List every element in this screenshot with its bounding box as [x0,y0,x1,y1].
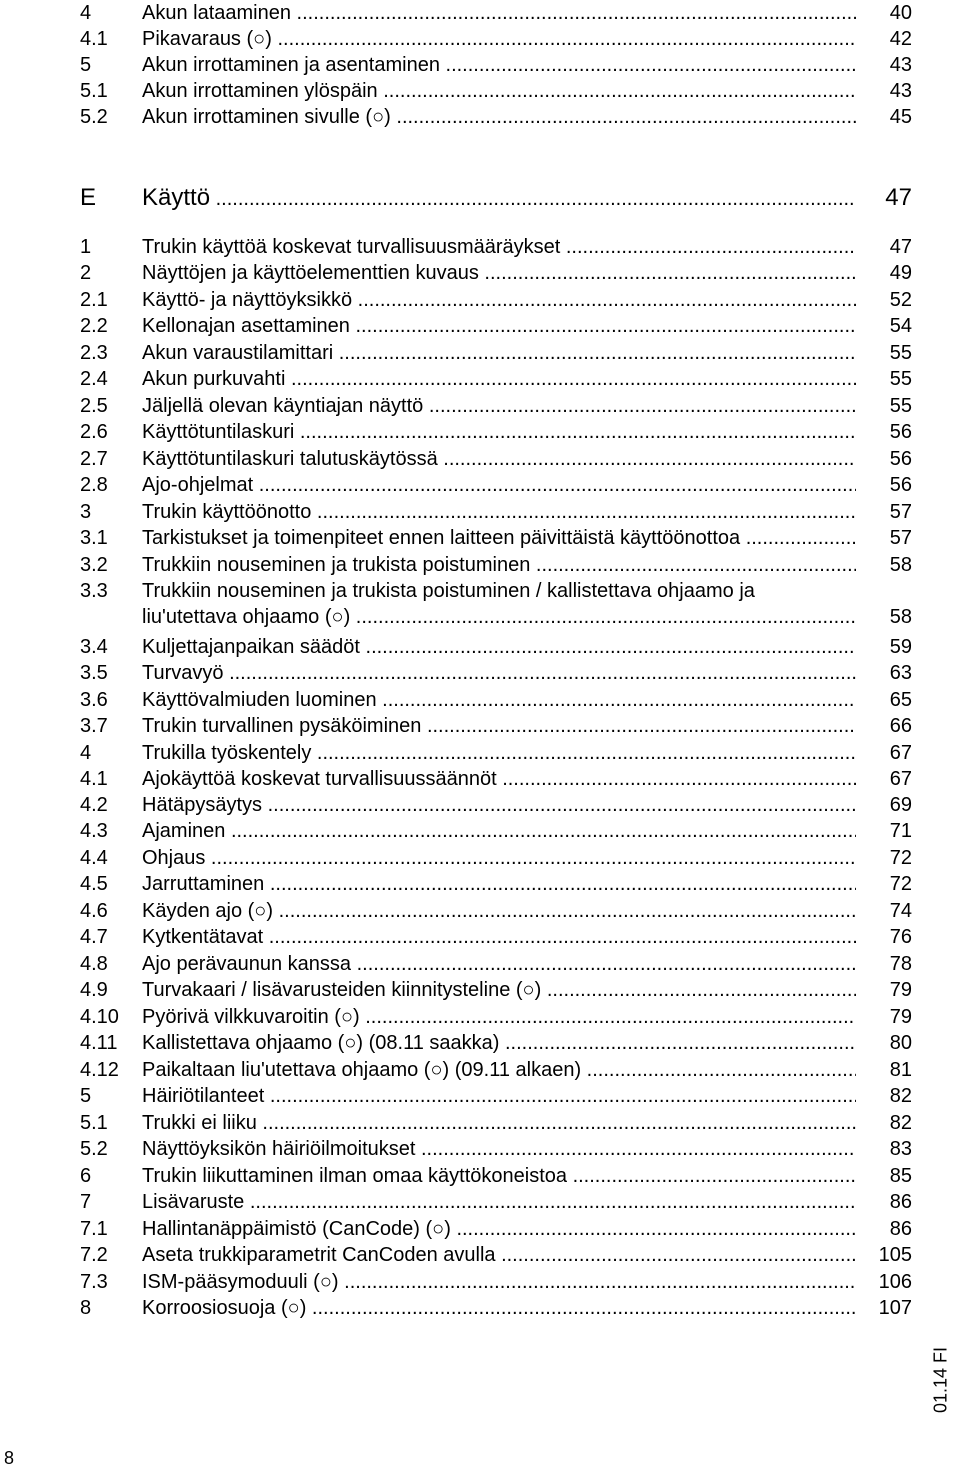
toc-entry-title: Hallintanäppäimistö (CanCode) (○) ..... [142,1216,856,1242]
toc-entry[interactable] [0,1136,960,1162]
toc-entry[interactable] [0,845,960,871]
toc-entry-title: Näyttöjen ja käyttöelementtien kuvaus ..... [142,260,856,286]
toc-entry-number: 7.3 [80,1271,108,1293]
toc-entry[interactable] [0,78,960,104]
toc-entry[interactable] [0,871,960,897]
toc-entry-number: 7.2 [80,1244,108,1266]
toc-entry-title: Pyörivä vilkkuvaroitin (○) ..... [142,1004,856,1030]
toc-entry-number: 4.1 [80,28,108,50]
toc-entry-page: 72 [889,847,912,869]
toc-entry-page: 59 [889,636,912,658]
toc-entry-title: Aseta trukkiparametrit CanCoden avulla ..... [142,1242,856,1268]
toc-entry-number: 4.1 [80,768,108,790]
toc-entry-number: 5 [80,1085,92,1107]
toc-entry-title: Ajo perävaunun kanssa ..... [142,951,856,977]
toc-entry-number: 3.1 [80,527,108,549]
toc-entry-title: Trukin käyttöönotto ..... [142,499,856,525]
toc-entry-page: 71 [889,820,912,842]
toc-entry[interactable] [0,234,960,260]
toc-entry-title: Kytkentätavat ..... [142,924,856,950]
toc-entry-title: Jarruttaminen ..... [142,871,856,897]
toc-entry-title: Käyttötuntilaskuri talutuskäytössä ..... [142,446,856,472]
toc-entry-title: Akun irrottaminen ylöspäin ..... [142,78,856,104]
toc-entry-page: 58 [889,554,912,576]
toc-entry[interactable] [0,713,960,739]
toc-entry-page: 72 [889,873,912,895]
toc-entry[interactable] [0,660,960,686]
toc-entry[interactable] [0,552,960,578]
toc-entry-page: 86 [889,1191,912,1213]
toc-entry-page: 78 [889,953,912,975]
toc-entry-page: 86 [889,1218,912,1240]
document-version-label [926,1330,956,1430]
toc-entry-title: Ajokäyttöä koskevat turvallisuussäännöt ..... [142,766,856,792]
toc-entry-title: Trukkiin nouseminen ja trukista poistuminen ..... [142,552,856,578]
toc-entry-number: 7.1 [80,1218,108,1240]
toc-entry-number: 4.6 [80,900,108,922]
toc-entry-page: 45 [889,106,912,128]
toc-entry-page: 82 [889,1085,912,1107]
toc-entry-number: 2.7 [80,448,108,470]
toc-entry-title: Tarkistukset ja toimenpiteet ennen laitteen päivittäistä käyttöönottoa ..... [142,525,856,551]
toc-entry-number: 3 [80,501,92,523]
toc-entry-page: 55 [889,368,912,390]
toc-entry[interactable] [0,393,960,419]
toc-entry-title-line: liu'utettava ohjaamo (○) ..... [142,604,856,630]
toc-entry-title: Turvakaari / lisävarusteiden kiinnitysteline (○) ..... [142,977,856,1003]
toc-entry-page: 55 [889,342,912,364]
toc-entry-page: 56 [889,421,912,443]
toc-entry-number: 5.2 [80,106,108,128]
toc-entry-page: 65 [889,689,912,711]
toc-entry-page: 42 [889,28,912,50]
toc-entry-title: Kuljettajanpaikan säädöt ..... [142,634,856,660]
toc-entry-number: 4.12 [80,1059,119,1081]
toc-entry-page: 66 [889,715,912,737]
toc-entry[interactable] [0,446,960,472]
toc-entry-title: Jäljellä olevan käyntiajan näyttö ..... [142,393,856,419]
toc-entry-page: 76 [889,926,912,948]
toc-entry-title: Hätäpysäytys ..... [142,792,856,818]
toc-entry[interactable] [0,1057,960,1083]
toc-entry-number: 5.1 [80,80,108,102]
toc-entry[interactable] [0,792,960,818]
toc-entry-title: Akun varaustilamittari ..... [142,340,856,366]
toc-entry-page: 58 [889,606,912,628]
toc-entry[interactable] [0,898,960,924]
toc-entry-title: Käyttö- ja näyttöyksikkö ..... [142,287,856,313]
toc-entry-number: 4.7 [80,926,108,948]
toc-entry-number: 4.5 [80,873,108,895]
toc-entry-title-line: Trukkiin nouseminen ja trukista poistuminen / kallistettava ohjaamo ja [142,580,755,602]
document-version: 01.14 FI [930,1346,951,1414]
toc-entry[interactable] [0,977,960,1003]
toc-entry-page: 47 [885,184,912,211]
toc-entry-number: 2.4 [80,368,108,390]
toc-entry[interactable] [0,0,960,26]
toc-entry[interactable] [0,1163,960,1189]
toc-entry-number: 3.2 [80,554,108,576]
toc-entry-number: 3.7 [80,715,108,737]
toc-entry-title: Akun irrottaminen sivulle (○) ..... [142,104,856,130]
toc-entry-title [142,578,856,632]
toc-entry-number: 2.3 [80,342,108,364]
toc-entry-page: 83 [889,1138,912,1160]
toc-entry[interactable] [0,287,960,313]
toc-entry-title: Akun lataaminen ..... [142,0,856,26]
toc-entry[interactable] [0,340,960,366]
toc-entry-number: 2.6 [80,421,108,443]
toc-entry-title: Lisävaruste ..... [142,1189,856,1215]
toc-entry-number: 5.2 [80,1138,108,1160]
toc-entry-page: 43 [889,80,912,102]
page-number: 8 [4,1448,15,1468]
toc-entry-title: Korroosiosuoja (○) ..... [142,1295,856,1321]
toc-entry-title: ISM-pääsymoduuli (○) ..... [142,1269,856,1295]
toc-entry-number: 2 [80,262,92,284]
toc-entry-number: 2.2 [80,315,108,337]
toc-entry-title: Trukin turvallinen pysäköiminen ..... [142,713,856,739]
toc-entry[interactable] [0,1242,960,1268]
toc-entry-page: 85 [889,1165,912,1187]
toc-entry-number: 8 [80,1297,92,1319]
toc-entry-number: 2.5 [80,395,108,417]
toc-entry[interactable] [0,1216,960,1242]
toc-entry-page: 55 [889,395,912,417]
toc-entry-title: Trukin liikuttaminen ilman omaa käyttökoneistoa ..... [142,1163,856,1189]
toc-entry-number: 5.1 [80,1112,108,1134]
toc-entry-page: 56 [889,448,912,470]
toc-entry[interactable] [0,182,960,214]
toc-entry-title: Häiriötilanteet ..... [142,1083,856,1109]
toc-entry-title: Trukki ei liiku ..... [142,1110,856,1136]
toc-entry[interactable] [0,104,960,130]
toc-entry-number: 3.6 [80,689,108,711]
toc-entry-page: 107 [878,1297,912,1319]
toc-entry-number: 5 [80,54,92,76]
toc-entry-title: Käyttövalmiuden luominen ..... [142,687,856,713]
toc-entry-number: 4.10 [80,1006,119,1028]
toc-entry-title: Näyttöyksikön häiriöilmoitukset ..... [142,1136,856,1162]
toc-entry-title: Trukin käyttöä koskevat turvallisuusmääräykset ..... [142,234,856,260]
toc-entry[interactable] [0,1269,960,1295]
toc-entry-title: Trukilla työskentely ..... [142,740,856,766]
toc-entry-page: 79 [889,979,912,1001]
toc-entry[interactable] [0,766,960,792]
toc-entry-title: Käyttö ..... [142,182,856,215]
toc-entry[interactable] [0,366,960,392]
toc-entry[interactable] [0,1083,960,1109]
toc-entry-number: 4 [80,742,92,764]
toc-entry-number: 3.5 [80,662,108,684]
toc-entry-page: 57 [889,527,912,549]
toc-entry-page: 56 [889,474,912,496]
toc-entry[interactable] [0,525,960,551]
toc-entry-title: Kellonajan asettaminen ..... [142,313,856,339]
toc-entry-page: 82 [889,1112,912,1134]
toc-entry[interactable] [0,634,960,660]
toc-entry-page: 47 [889,236,912,258]
toc-entry[interactable] [0,52,960,78]
toc-entry-page: 69 [889,794,912,816]
toc-entry-title: Kallistettava ohjaamo (○) (08.11 saakka) ..... [142,1030,856,1056]
toc-entry-page: 80 [889,1032,912,1054]
toc-entry-title: Ajaminen ..... [142,818,856,844]
toc-entry-page: 40 [889,2,912,24]
toc-entry-page: 74 [889,900,912,922]
toc-entry[interactable] [0,313,960,339]
toc-entry-page: 54 [889,315,912,337]
toc-entry[interactable] [0,472,960,498]
toc-entry-number: 7 [80,1191,92,1213]
toc-entry[interactable] [0,1295,960,1321]
toc-entry[interactable] [0,924,960,950]
toc-entry-title: Pikavaraus (○) ..... [142,26,856,52]
toc-entry[interactable] [0,26,960,52]
toc-entry-title: Akun irrottaminen ja asentaminen ..... [142,52,856,78]
toc-entry-number: E [80,184,97,211]
toc-entry[interactable] [0,1004,960,1030]
toc-entry-page: 49 [889,262,912,284]
toc-entry[interactable] [0,499,960,525]
toc-entry-number: 4.11 [80,1032,118,1054]
toc-entry-page: 67 [889,768,912,790]
toc-entry-title: Käyttötuntilaskuri ..... [142,419,856,445]
toc-entry-number: 4.9 [80,979,108,1001]
toc-entry-title: Käyden ajo (○) ..... [142,898,856,924]
toc-entry-page: 79 [889,1006,912,1028]
toc-entry-page: 52 [889,289,912,311]
toc-entry-number: 6 [80,1165,92,1187]
toc-entry-number: 3.3 [80,580,108,602]
toc-entry-number: 2.1 [80,289,108,311]
toc-entry-title: Ohjaus ..... [142,845,856,871]
toc-entry[interactable] [0,260,960,286]
toc-entry-number: 4.4 [80,847,108,869]
toc-entry-title: Turvavyö ..... [142,660,856,686]
toc-entry[interactable] [0,1189,960,1215]
toc-entry-title: Ajo-ohjelmat ..... [142,472,856,498]
toc-entry[interactable] [0,1030,960,1056]
toc-entry[interactable] [0,951,960,977]
toc-entry-number: 4.3 [80,820,108,842]
toc-entry[interactable] [0,419,960,445]
toc-entry-page: 67 [889,742,912,764]
toc-entry-page: 105 [878,1244,912,1266]
toc-entry[interactable] [0,687,960,713]
toc-entry[interactable] [0,1110,960,1136]
toc-entry-page: 43 [889,54,912,76]
toc-entry-page: 106 [878,1271,912,1293]
toc-entry-number: 3.4 [80,636,108,658]
toc-entry-title: Akun purkuvahti ..... [142,366,856,392]
toc-entry[interactable] [0,578,960,632]
toc-entry-page: 57 [889,501,912,523]
toc-entry[interactable] [0,740,960,766]
toc-entry-number: 2.8 [80,474,108,496]
toc-entry-number: 4 [80,2,92,24]
toc-entry-number: 4.2 [80,794,108,816]
toc-entry[interactable] [0,818,960,844]
toc-entry-number: 4.8 [80,953,108,975]
toc-entry-title: Paikaltaan liu'utettava ohjaamo (○) (09.11 alkaen) ..... [142,1057,856,1083]
toc-entry-number: 1 [80,236,92,258]
toc-entry-page: 81 [889,1059,912,1081]
toc-entry-page: 63 [889,662,912,684]
